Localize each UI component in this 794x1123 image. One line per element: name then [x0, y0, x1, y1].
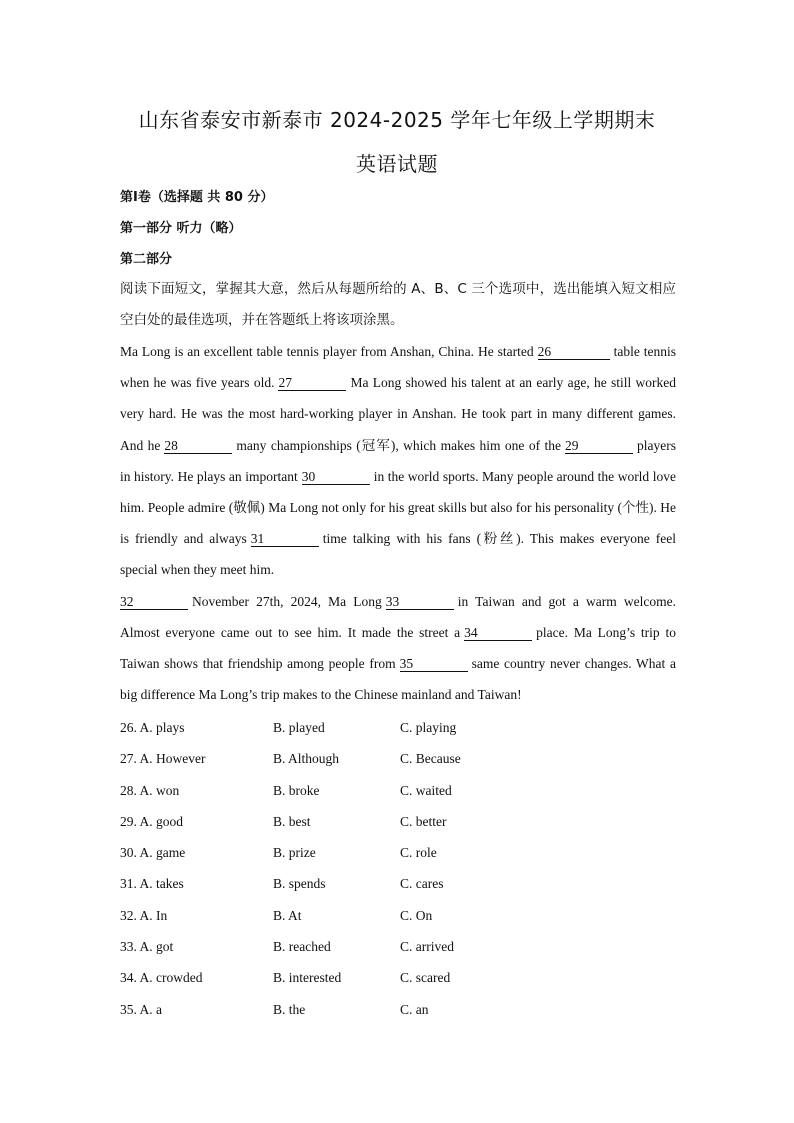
question-27 [120, 743, 680, 774]
question-28 [120, 775, 680, 806]
blank-30: 30 [302, 470, 370, 485]
blank-27: 27 [278, 376, 346, 391]
passage-text: in Taiwan and got a warm welcome. Almost everyone came out to see him. It made the street a [120, 593, 676, 640]
option-a: 35. A. a [120, 1001, 162, 1017]
passage-text: November 27th, 2024, Ma Long [192, 593, 382, 609]
passage-text: same country never changes. What a big difference Ma Long’s trip makes to the Chinese mainland and Taiwan! [120, 656, 677, 703]
option-a: 29. A. good [120, 813, 184, 829]
option-b: B. spends [273, 876, 326, 892]
option-c: C. an [400, 1001, 429, 1017]
option-a: 27. A. However [120, 751, 206, 767]
option-c: C. role [400, 845, 437, 861]
option-a: 33. A. got [120, 939, 174, 955]
question-26 [120, 712, 680, 743]
passage-text: many championships (冠军), which makes him one of the [236, 437, 562, 453]
question-29 [120, 806, 680, 837]
part2-heading: 第二部分 [120, 252, 173, 267]
option-b: B. best [273, 813, 311, 829]
option-b: B. At [273, 907, 302, 923]
cloze-passage [120, 336, 676, 710]
blank-33: 33 [386, 595, 454, 610]
passage-text: time talking with his fans (粉丝). This makes everyone feel special when they meet him. [120, 531, 676, 578]
passage-text: in the world sports. Many people around the world love him. People admire (敬佩) Ma Long not only for his great skills but also for his personality (个性). He is friendly and always [120, 468, 676, 547]
instructions: 阅读下面短文，掌握其大意，然后从每题所给的 A、B、C 三个选项中，选出能填入短文相应空白处的最佳选项，并在答题纸上将该项涂黑。 [120, 281, 676, 328]
blank-26: 26 [538, 345, 610, 360]
option-c: C. On [400, 907, 433, 923]
option-b: B. broke [273, 782, 320, 798]
passage-text: table tennis when he was five years old. [120, 344, 677, 391]
passage-text: Ma Long showed his talent at an early age, he still worked very hard. He was the most hard-working player in Anshan. He took part in many different games. And he [120, 375, 676, 453]
option-b: B. interested [273, 970, 342, 986]
option-b: B. reached [273, 939, 331, 955]
option-c: C. scared [400, 970, 451, 986]
option-b: B. the [273, 1001, 306, 1017]
blank-34: 34 [464, 626, 532, 641]
option-c: C. Because [400, 751, 461, 767]
passage-text: players in history. He plays an important [120, 437, 676, 484]
question-34 [120, 962, 680, 993]
option-c: C. playing [400, 720, 457, 735]
option-c: C. cares [400, 876, 444, 892]
option-c: C. arrived [400, 939, 454, 955]
passage-paragraph-1 [120, 336, 676, 586]
option-a: 32. A. In [120, 907, 168, 923]
option-c: C. better [400, 813, 447, 829]
option-c: C. waited [400, 782, 452, 798]
question-30 [120, 837, 680, 868]
option-a: 31. A. takes [120, 876, 184, 892]
volume-heading: 第Ⅰ卷（选择题 共 80 分） [120, 190, 274, 205]
part1-heading: 第一部分 听力（略） [120, 221, 242, 236]
option-a: 30. A. game [120, 845, 186, 861]
question-31 [120, 868, 680, 899]
passage-text: place. Ma Long’s trip to Taiwan shows that friendship among people from [120, 624, 676, 672]
question-33 [120, 931, 680, 962]
blank-29: 29 [565, 439, 633, 454]
question-32 [120, 900, 680, 931]
blank-31: 31 [251, 532, 319, 547]
blank-28: 28 [164, 439, 232, 454]
option-b: B. prize [273, 845, 316, 861]
question-35 [120, 994, 680, 1025]
question-options [120, 712, 680, 1025]
option-a: 26. A. plays [120, 720, 185, 735]
exam-subject: 英语试题 [356, 152, 438, 176]
option-a: 28. A. won [120, 782, 180, 798]
blank-35: 35 [400, 657, 468, 672]
option-b: B. played [273, 720, 325, 735]
passage-text: Ma Long is an excellent table tennis player from Anshan, China. He started [120, 344, 534, 359]
passage-paragraph-2 [120, 586, 676, 711]
option-a: 34. A. crowded [120, 970, 203, 986]
exam-title: 山东省泰安市新泰市 2024-2025 学年七年级上学期期末 [138, 108, 656, 132]
option-b: B. Although [273, 751, 340, 767]
blank-32: 32 [120, 595, 188, 610]
